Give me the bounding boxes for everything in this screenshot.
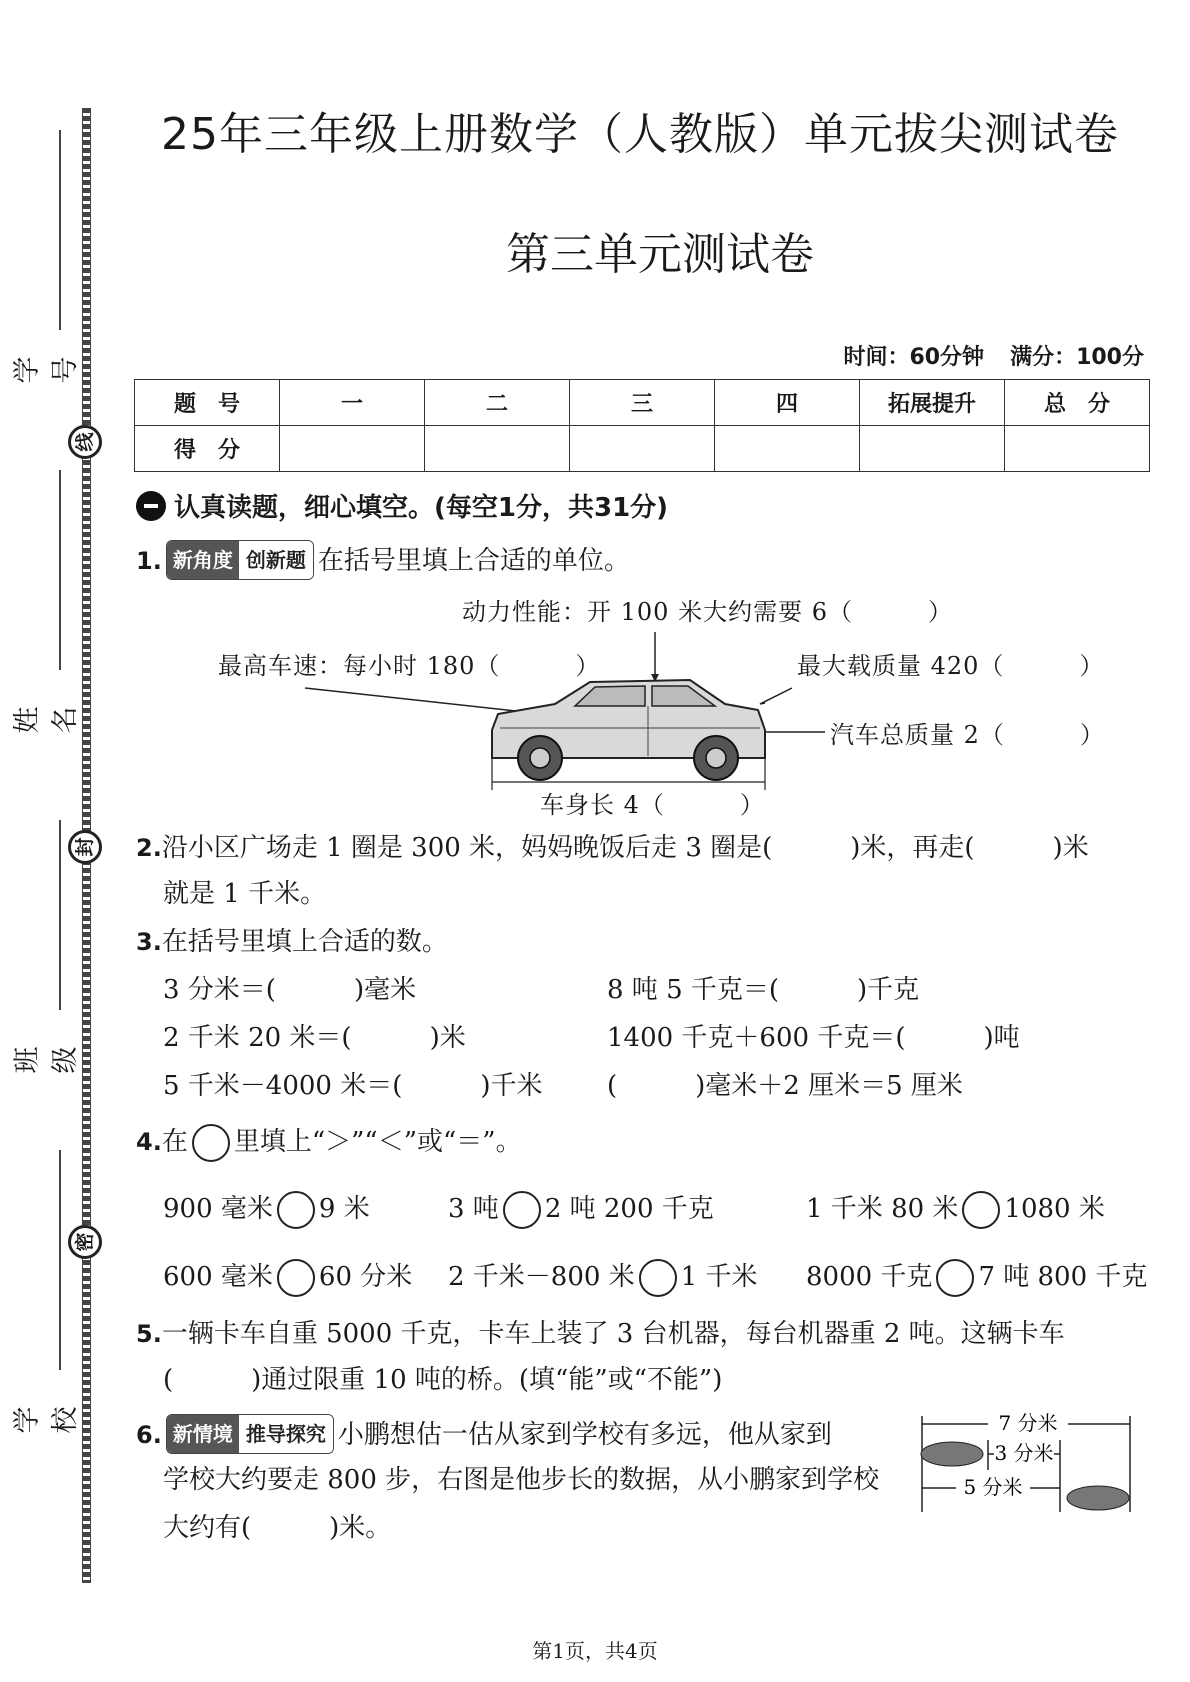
tag-badge	[166, 540, 314, 580]
question-number: 2.	[136, 834, 162, 862]
score-header-cell: 三	[570, 380, 715, 426]
tag-label: 新情境	[167, 1415, 239, 1453]
tag-badge	[166, 1414, 334, 1454]
car-illustration	[220, 620, 840, 790]
compare-circle-input[interactable]	[277, 1191, 315, 1229]
question-text: 一辆卡车自重 5000 千克，卡车上装了 3 台机器，每台机器重 2 吨。这辆卡车	[161, 1319, 1065, 1349]
question-number: 5.	[136, 1320, 162, 1348]
name-label: 姓 名	[12, 706, 81, 734]
class-line	[59, 820, 61, 1010]
fill-item[interactable]: 5 千米－4000 米＝( )千米	[163, 1071, 543, 1101]
name-line	[59, 470, 61, 670]
compare-left: 3 吨	[448, 1194, 499, 1224]
compare-right: 9 米	[318, 1194, 370, 1224]
question-2-continued: 就是 1 千米。	[163, 879, 327, 909]
compare-left: 2 千米－800 米	[448, 1262, 635, 1292]
score-table-score-row	[135, 426, 1150, 472]
compare-item	[806, 1259, 1147, 1297]
score-header-cell: 二	[425, 380, 570, 426]
section-title-text: 认真读题，细心填空。(每空1分，共31分)	[174, 493, 669, 523]
section-one-icon	[136, 491, 166, 521]
question-text: 在	[161, 1127, 188, 1157]
compare-right: 7 吨 800 千克	[978, 1262, 1148, 1292]
section-heading	[136, 487, 668, 524]
score-header-cell: 拓展提升	[860, 380, 1005, 426]
tag-label: 新角度	[167, 541, 239, 579]
page-subtitle: 第三单元测试卷	[506, 229, 814, 280]
compare-left: 8000 千克	[806, 1262, 933, 1292]
question-text: 小鹏想估一估从家到学校有多远，他从家到	[337, 1420, 832, 1450]
tag-label: 推导探究	[239, 1415, 333, 1453]
compare-left: 1 千米 80 米	[806, 1194, 959, 1224]
car-power-label: 动力性能：开 100 米大约需要 6（ ）	[462, 598, 953, 626]
exam-meta	[843, 340, 1144, 371]
question-6-continued: 学校大约要走 800 步，右图是他步长的数据，从小鹏家到学校	[163, 1465, 880, 1495]
score-table	[134, 379, 1150, 472]
question-number: 6.	[136, 1421, 162, 1449]
compare-circle-input[interactable]	[639, 1259, 677, 1297]
page-number: 第1页，共4页	[532, 1639, 658, 1663]
fill-item[interactable]: ( )毫米＋2 厘米＝5 厘米	[607, 1071, 963, 1101]
compare-left: 600 毫米	[163, 1262, 273, 1292]
question-number: 3.	[136, 928, 162, 956]
score-header-cell: 题 号	[135, 380, 280, 426]
compare-item	[448, 1259, 758, 1297]
question-text: 在括号里填上合适的单位。	[317, 546, 630, 576]
question-text: 里填上“＞”“＜”或“＝”。	[233, 1127, 522, 1157]
question-6-continued: 大约有( )米。	[163, 1513, 392, 1543]
question-text: 在括号里填上合适的数。	[161, 927, 448, 957]
step-diagram	[918, 1410, 1138, 1518]
student-no-line	[59, 130, 61, 330]
car-length-label: 车身长 4（ ）	[540, 791, 765, 819]
compare-left: 900 毫米	[163, 1194, 273, 1224]
seal-secret-mark: 密	[68, 1225, 102, 1259]
score-header-cell: 一	[280, 380, 425, 426]
step-length-7dm: 7 分米	[998, 1411, 1058, 1435]
question-1	[136, 540, 630, 580]
score-header-cell: 总 分	[1005, 380, 1150, 426]
question-number: 1.	[136, 547, 162, 575]
score-row-label: 得 分	[135, 426, 280, 472]
compare-right: 1 千米	[680, 1262, 758, 1292]
step-length-5dm: 5 分米	[963, 1475, 1023, 1499]
compare-circle-icon	[192, 1124, 230, 1162]
car-speed-label: 最高车速：每小时 180（ ）	[218, 652, 601, 680]
question-5	[136, 1316, 1065, 1352]
compare-circle-input[interactable]	[936, 1259, 974, 1297]
car-load-label: 最大载质量 420（ ）	[797, 652, 1105, 680]
student-no-label: 学 号	[12, 356, 81, 384]
compare-item	[448, 1191, 714, 1229]
score-input-cell[interactable]	[280, 426, 425, 472]
fill-item[interactable]: 2 千米 20 米＝( )米	[163, 1023, 466, 1053]
class-label: 班 级	[12, 1046, 81, 1074]
score-input-cell[interactable]	[570, 426, 715, 472]
time-limit: 时间：60分钟	[843, 345, 985, 370]
score-header-cell: 四	[715, 380, 860, 426]
fill-item[interactable]: 8 吨 5 千克＝( )千克	[607, 975, 920, 1005]
compare-item	[163, 1191, 370, 1229]
score-input-cell[interactable]	[715, 426, 860, 472]
question-6	[136, 1414, 832, 1454]
question-5-continued: ( )通过限重 10 吨的桥。(填“能”或“不能”)	[163, 1365, 723, 1395]
question-2	[136, 830, 1089, 866]
compare-right: 60 分米	[318, 1262, 413, 1292]
full-score: 满分：100分	[1010, 345, 1144, 370]
question-3	[136, 924, 448, 960]
compare-item	[163, 1259, 412, 1297]
fill-item[interactable]: 3 分米＝( )毫米	[163, 975, 417, 1005]
tag-label: 创新题	[239, 541, 313, 579]
score-input-cell[interactable]	[860, 426, 1005, 472]
car-total-mass-label: 汽车总质量 2（ ）	[830, 721, 1105, 749]
seal-seal-mark: 封	[68, 830, 102, 864]
score-input-cell[interactable]	[425, 426, 570, 472]
compare-item	[806, 1191, 1105, 1229]
score-table-header-row	[135, 380, 1150, 426]
question-4	[136, 1124, 522, 1162]
question-text: 沿小区广场走 1 圈是 300 米，妈妈晚饭后走 3 圈是( )米，再走( )米	[161, 833, 1089, 863]
question-number: 4.	[136, 1128, 162, 1156]
school-line	[59, 1150, 61, 1370]
seal-line-mark: 线	[68, 425, 102, 459]
compare-right: 1080 米	[1004, 1194, 1105, 1224]
fill-item[interactable]: 1400 千克＋600 千克＝( )吨	[607, 1023, 1020, 1053]
compare-circle-input[interactable]	[962, 1191, 1000, 1229]
page-title: 25年三年级上册数学（人教版）单元拔尖测试卷	[161, 109, 1119, 160]
school-label: 学 校	[12, 1406, 81, 1434]
score-input-cell[interactable]	[1005, 426, 1150, 472]
compare-circle-input[interactable]	[277, 1259, 315, 1297]
compare-right: 2 吨 200 千克	[544, 1194, 714, 1224]
step-length-3dm: 3 分米	[994, 1441, 1054, 1465]
compare-circle-input[interactable]	[503, 1191, 541, 1229]
